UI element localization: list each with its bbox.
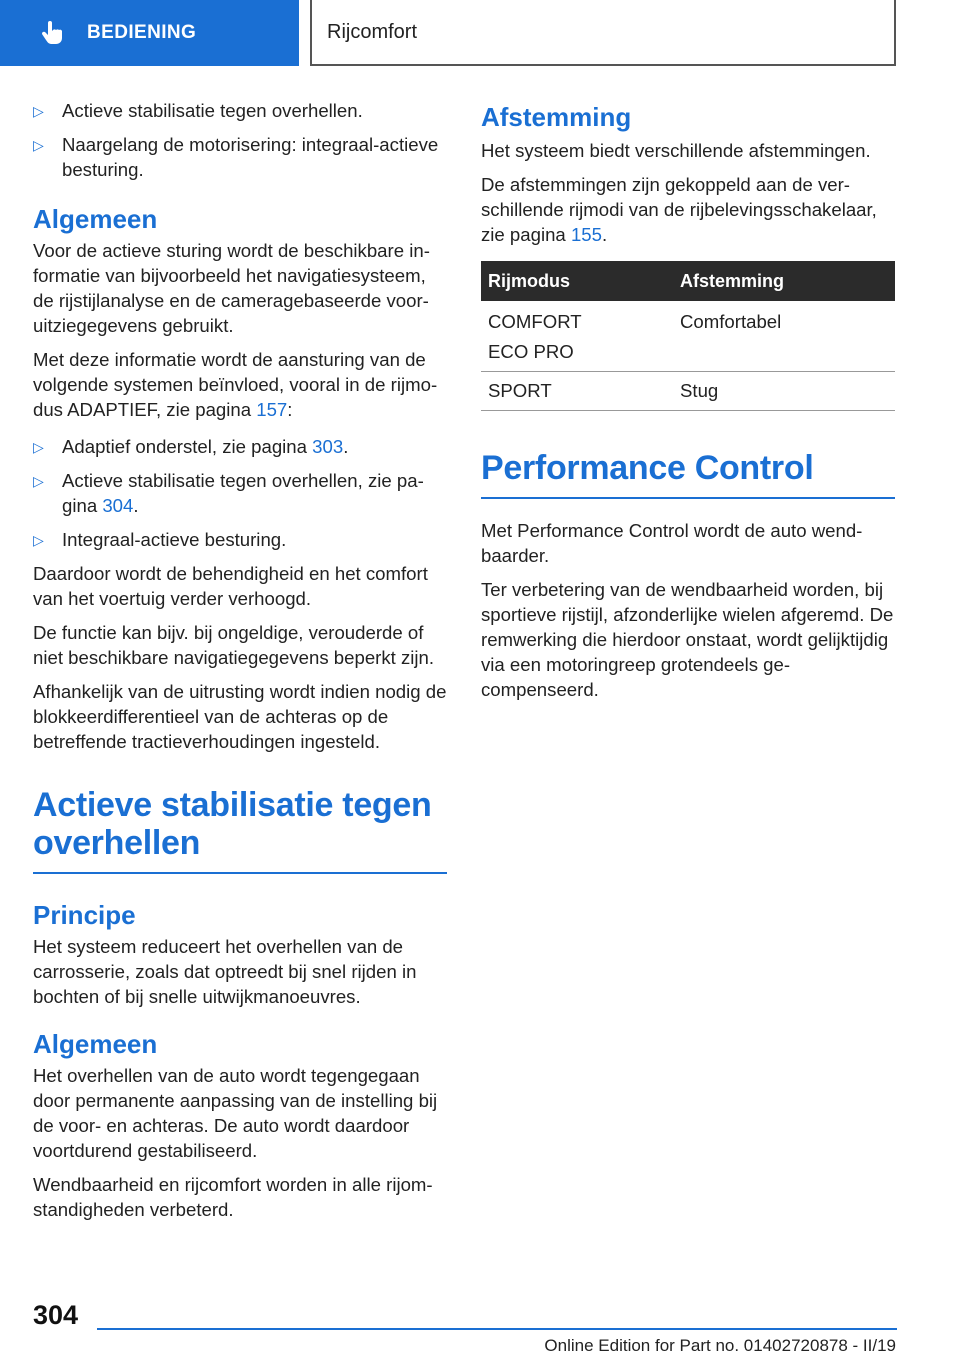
list-item: ▷ Actieve stabilisatie tegen overhellen, zie pagina 304. bbox=[33, 470, 424, 516]
tuning-table bbox=[481, 261, 895, 411]
edition-note: Online Edition for Part no. 01402720878 - II/19 bbox=[544, 1336, 896, 1355]
paragraph: Met deze informatie wordt de aansturing van de volgende systemen beïnvloed, vooral in de rijmodus ADAPTIEF, zie pagina 157: bbox=[33, 349, 438, 420]
paragraph: Daardoor wordt de behendigheid en het comfort van het voertuig verder verhoogd. bbox=[33, 563, 428, 609]
table-row bbox=[481, 301, 895, 372]
top-bullet-list bbox=[33, 98, 447, 182]
table-cell: COMFORT ECO PRO bbox=[481, 301, 673, 372]
triangle-bullet-icon: ▷ bbox=[33, 103, 44, 119]
left-column bbox=[33, 98, 447, 1231]
list-item: ▷ Adaptief onderstel, zie pagina 303. bbox=[33, 434, 447, 459]
paragraph: Wendbaarheid en rijcomfort worden in alle rijomstandigheden verbeterd. bbox=[33, 1174, 433, 1220]
table-row bbox=[481, 372, 895, 411]
paragraph: Afhankelijk van de uitrusting wordt indien nodig de blokkeerdifferentieel van de achteras op de betreffende tractieverhoudingen ingesteld. bbox=[33, 681, 447, 752]
page-title: Rijcomfort bbox=[327, 20, 418, 43]
column-header-rijmodus: Rijmodus bbox=[481, 261, 673, 301]
page-link[interactable]: 303 bbox=[312, 436, 344, 457]
table-cell: SPORT bbox=[481, 372, 673, 411]
section-title: Actieve stabilisatie tegen overhellen bbox=[33, 786, 432, 862]
section-divider bbox=[481, 497, 895, 499]
triangle-bullet-icon: ▷ bbox=[33, 473, 44, 489]
section-title: Performance Control bbox=[481, 449, 814, 487]
paragraph: Het systeem reduceert het overhellen van de carrosserie, zoals dat optreedt bij snel rijden in bochten of bij snelle uitwijkmanoeuvres. bbox=[33, 936, 417, 1007]
list-item: ▷ Naargelang de motorisering: integraal-actieve besturing. bbox=[33, 134, 439, 180]
paragraph: Het overhellen van de auto wordt tegengegaan door permanente aanpassing van de instelling bij de voor- en achteras. De auto wordt daardoor voortdurend gestabiliseerd. bbox=[33, 1065, 438, 1161]
heading-algemeen: Algemeen bbox=[33, 204, 158, 234]
section-divider bbox=[33, 872, 447, 874]
heading-algemeen: Algemeen bbox=[33, 1029, 158, 1059]
footer-divider bbox=[97, 1328, 897, 1330]
right-column bbox=[481, 98, 895, 711]
list-item: ▷ Actieve stabilisatie tegen overhellen. bbox=[33, 98, 447, 123]
page-link[interactable]: 304 bbox=[102, 495, 134, 516]
triangle-bullet-icon: ▷ bbox=[33, 439, 44, 455]
paragraph: Met Performance Control wordt de auto wendbaarder. bbox=[481, 520, 863, 566]
heading-principe: Principe bbox=[33, 900, 136, 930]
list-item: ▷ Integraal-actieve besturing. bbox=[33, 527, 447, 552]
heading-afstemming: Afstemming bbox=[481, 102, 632, 132]
triangle-bullet-icon: ▷ bbox=[33, 137, 44, 153]
page-title-box bbox=[310, 0, 896, 66]
table-cell: Stug bbox=[673, 372, 895, 411]
section-label: BEDIENING bbox=[87, 22, 197, 43]
page-link[interactable]: 155 bbox=[570, 224, 602, 245]
triangle-bullet-icon: ▷ bbox=[33, 532, 44, 548]
hand-pointer-icon bbox=[39, 20, 65, 46]
page-link[interactable]: 157 bbox=[256, 399, 288, 420]
paragraph: De functie kan bijv. bij ongeldige, verouderde of niet beschikbare navigatiegegevens beperkt zijn. bbox=[33, 622, 435, 668]
paragraph: Ter verbetering van de wendbaarheid worden, bij sportieve rijstijl, afzonderlijke wielen afgeremd. De remwerking die hierdoor onstaat, wordt gelijktijdig via een motoringreep grotendeels gecompenseerd. bbox=[481, 579, 894, 700]
paragraph: De afstemmingen zijn gekoppeld aan de verschillende rijmodi van de rijbelevingsschakelaar, zie pagina 155. bbox=[481, 174, 877, 245]
system-bullet-list bbox=[33, 434, 447, 552]
table-header-row bbox=[481, 261, 895, 301]
column-header-afstemming: Afstemming bbox=[673, 261, 895, 301]
table-cell: Comfortabel bbox=[673, 301, 895, 372]
page-number: 304 bbox=[33, 1300, 79, 1330]
section-tab bbox=[0, 0, 299, 66]
paragraph: Het systeem biedt verschillende afstemmingen. bbox=[481, 140, 871, 161]
paragraph: Voor de actieve sturing wordt de beschikbare informatie van bijvoorbeeld het navigatiesysteem, de rijstijlanalyse en de cameragebaseerde vooruitziegegevens gebruikt. bbox=[33, 240, 430, 336]
